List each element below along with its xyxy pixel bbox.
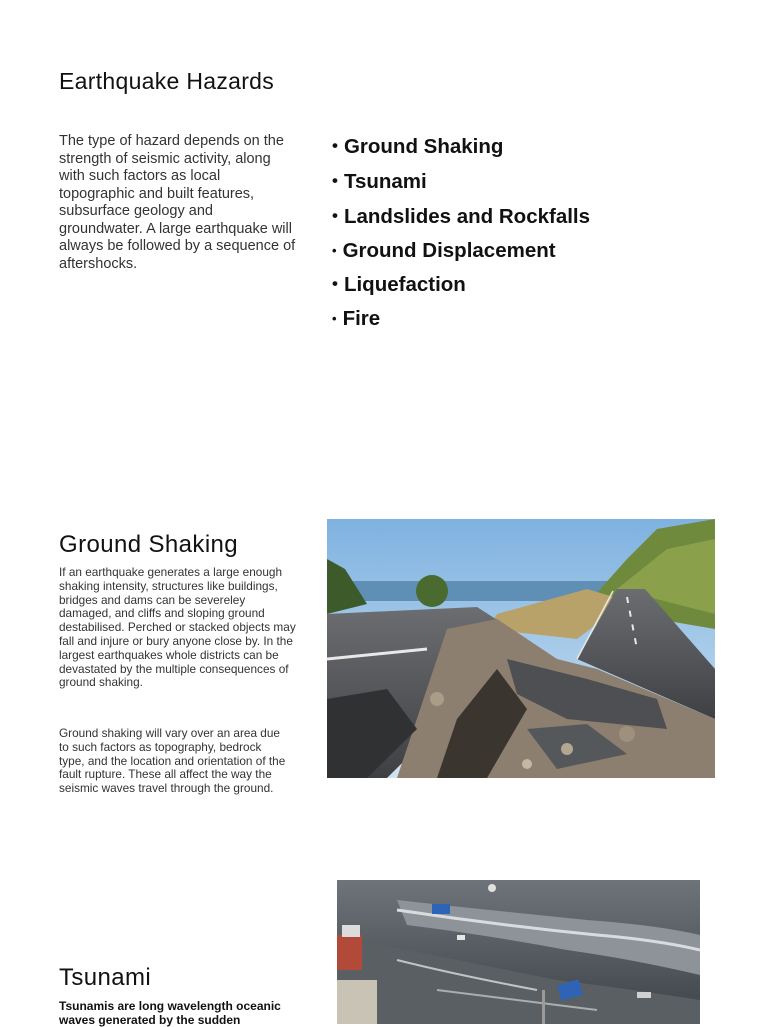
hazard-label: Landslides and Rockfalls bbox=[343, 205, 591, 228]
ground-shaking-paragraph-2: Ground shaking will vary over an area due to such factors as topography, bedrock type, and the location and orientation of the fault rupture. These all affect the way the seismic waves travel through the ground. bbox=[59, 726, 286, 796]
hazard-label: Ground Displacement bbox=[342, 239, 556, 262]
bullet-icon: • bbox=[332, 136, 338, 155]
cracked-road-photo bbox=[327, 519, 715, 778]
hazard-label: Ground Shaking bbox=[343, 135, 504, 158]
page-title: Earthquake Hazards bbox=[59, 68, 275, 94]
bullet-icon: • bbox=[332, 243, 337, 258]
hazard-item bbox=[332, 306, 590, 341]
bullet-icon: • bbox=[332, 171, 338, 190]
intro-paragraph: The type of hazard depends on the strength of seismic activity, along with such factors as local topographic and built features, subsurface geology and groundwater. A large earthquake will always be followed by a sequence of aftershocks. bbox=[59, 133, 296, 272]
hazard-item bbox=[332, 238, 590, 271]
bullet-icon: • bbox=[332, 206, 338, 225]
tsunami-photo bbox=[337, 880, 700, 1024]
bullet-icon: • bbox=[332, 274, 338, 293]
bullet-icon: • bbox=[332, 311, 337, 326]
hazard-list bbox=[332, 133, 590, 341]
hazard-item bbox=[332, 168, 590, 203]
hazard-label: Fire bbox=[342, 307, 381, 330]
ground-shaking-paragraph-1: If an earthquake generates a large enough shaking intensity, structures like buildings, bridges and dams can be severeley damaged, and cliffs and sloping ground destabilised. Perched or stacked objects may fall and injure or bury anyone close by. In the largest earthquakes whole districts can be devastated by the multiple consequences of ground shaking. bbox=[59, 565, 296, 690]
hazard-item bbox=[332, 133, 590, 168]
tsunami-heading: Tsunami bbox=[59, 964, 152, 991]
hazard-item bbox=[332, 271, 590, 306]
tsunami-paragraph: Tsunamis are long wavelength oceanic waves generated by the sudden bbox=[59, 999, 281, 1027]
hazard-label: Tsunami bbox=[343, 170, 427, 193]
hazard-item bbox=[332, 203, 590, 238]
hazard-label: Liquefaction bbox=[343, 273, 466, 296]
ground-shaking-heading: Ground Shaking bbox=[59, 531, 239, 558]
